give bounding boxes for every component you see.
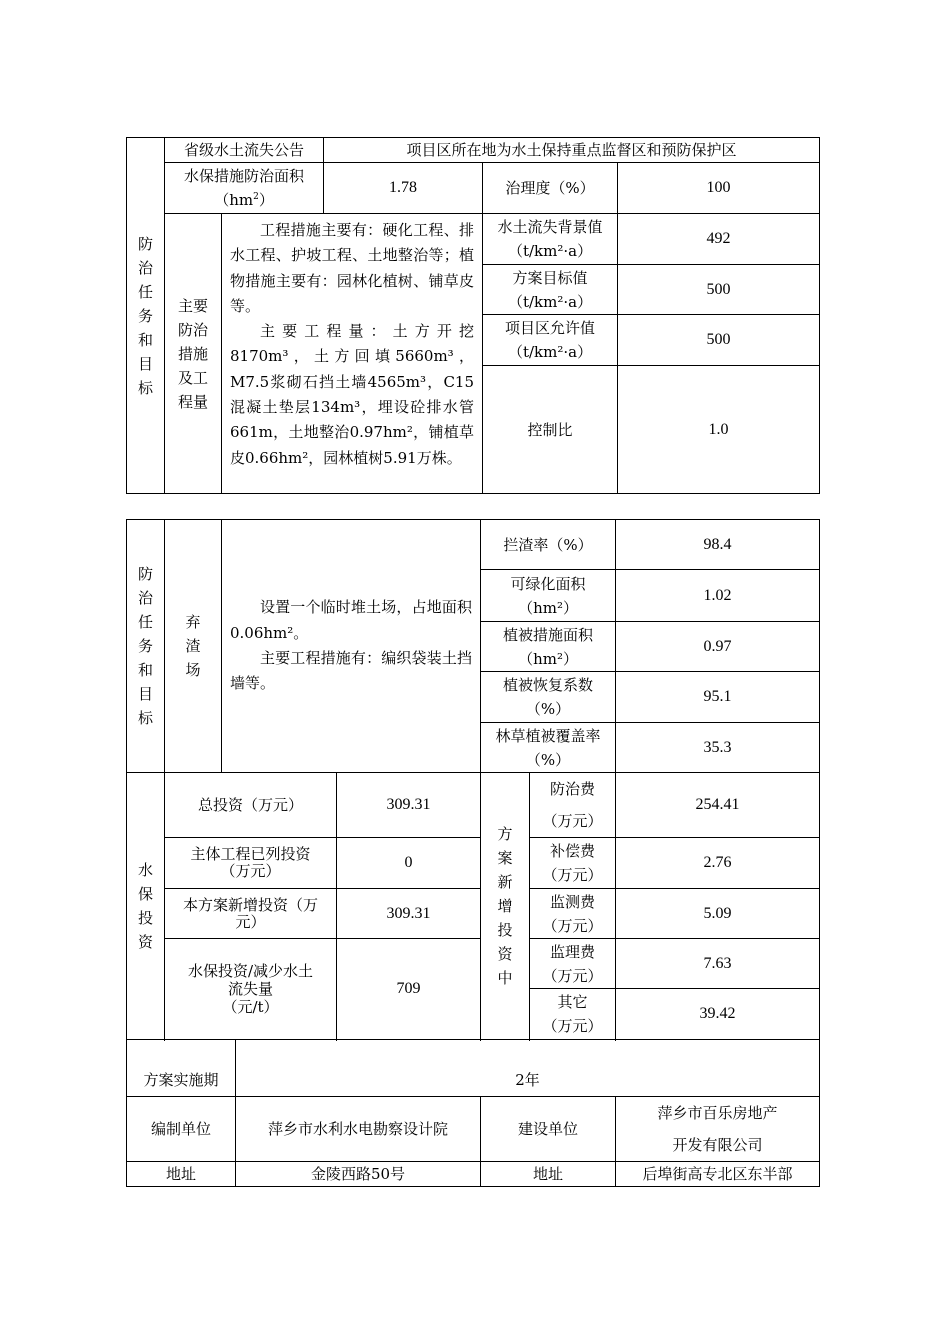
side-label: 防 治 任 务 和 目 标 <box>127 138 165 494</box>
builder-value: 萍乡市百乐房地产 开发有限公司 <box>616 1097 820 1162</box>
control-ratio-label: 控制比 <box>483 366 618 494</box>
supervision-fee-value: 7.63 <box>616 939 820 989</box>
compensation-fee-value: 2.76 <box>616 838 820 889</box>
prevention-fee-value: 254.41 <box>616 773 820 838</box>
control-ratio-value: 1.0 <box>618 366 820 494</box>
soil-loss-bulletin-label: 省级水土流失公告 <box>165 138 324 163</box>
address-label-2: 地址 <box>481 1162 616 1187</box>
slag-retention-label: 拦渣率（%） <box>481 520 616 570</box>
control-area-value: 1.78 <box>324 163 483 214</box>
other-fee-label: 其它 （万元） <box>530 989 616 1040</box>
compensation-fee-label: 补偿费 （万元） <box>530 838 616 889</box>
allowable-value-label: 项目区允许值 （t/km²·a） <box>483 315 618 366</box>
background-value-label: 水土流失背景值 （t/km²·a） <box>483 214 618 265</box>
soil-loss-bulletin-value: 项目区所在地为水土保持重点监督区和预防保护区 <box>324 138 820 163</box>
greenable-area-label: 可绿化面积 （hm²） <box>481 570 616 622</box>
measures-description: 工程措施主要有：硬化工程、排水工程、护坡工程、土地整治等；植物措施主要有：园林化植树、铺草皮等。 主要工程量：土方开挖8170m³，土方回填5660m³，M7.5浆砌石挡土墙4565m³，C15混凝土垫层134m³，埋设砼排水管661m，土地整治0.97hm²，铺植草皮0.66hm²，园林植树5.91万株。 <box>222 214 483 494</box>
prevention-table-1 <box>126 137 820 494</box>
main-project-investment-label: 主体工程已列投资 （万元） <box>165 838 337 889</box>
allowable-value: 500 <box>618 315 820 366</box>
builder-label: 建设单位 <box>481 1097 616 1162</box>
main-project-investment-value: 0 <box>337 838 481 889</box>
total-investment-value: 309.31 <box>337 773 481 838</box>
vegetation-coverage-value: 35.3 <box>616 723 820 773</box>
implementation-period-label: 方案实施期 <box>127 1040 236 1097</box>
address-value: 金陵西路50号 <box>236 1162 481 1187</box>
vegetation-area-value: 0.97 <box>616 622 820 672</box>
control-area-label: 水保措施防治面积 $(hm^2)$ <box>165 163 324 214</box>
target-value: 500 <box>618 265 820 315</box>
spoil-ground-label: 弃 渣 场 <box>165 520 222 773</box>
slag-retention-value: 98.4 <box>616 520 820 570</box>
prevention-table-2 <box>126 519 820 1187</box>
spoil-ground-description: 设置一个临时堆土场，占地面积0.06hm²。 主要工程措施有：编织袋装土挡墙等。 <box>222 520 481 773</box>
vegetation-recovery-label: 植被恢复系数 （%） <box>481 672 616 723</box>
supervision-fee-label: 监理费 （万元） <box>530 939 616 989</box>
new-investment-total-value: 309.31 <box>337 889 481 939</box>
vegetation-coverage-label: 林草植被覆盖率 （%） <box>481 723 616 773</box>
background-value: 492 <box>618 214 820 265</box>
governance-degree-value: 100 <box>618 163 820 214</box>
compiler-label: 编制单位 <box>127 1097 236 1162</box>
vegetation-area-label: 植被措施面积 （hm²） <box>481 622 616 672</box>
vegetation-recovery-value: 95.1 <box>616 672 820 723</box>
total-investment-label: 总投资（万元） <box>165 773 337 838</box>
greenable-area-value: 1.02 <box>616 570 820 622</box>
other-fee-value: 39.42 <box>616 989 820 1040</box>
investment-per-loss-label: 水保投资/减少水土 流失量 （元/t） <box>165 939 337 1040</box>
investment-side-label: 水 保 投 资 <box>127 773 165 1040</box>
address-value-2: 后埠街高专北区东半部 <box>616 1162 820 1187</box>
compiler-value: 萍乡市水利水电勘察设计院 <box>236 1097 481 1162</box>
governance-degree-label: 治理度（%） <box>483 163 618 214</box>
new-investment-total-label: 本方案新增投资（万 元） <box>165 889 337 939</box>
side-label-2: 防 治 任 务 和 目 标 <box>127 520 165 773</box>
measures-label: 主要 防治 措施 及工 程量 <box>165 214 222 494</box>
address-label: 地址 <box>127 1162 236 1187</box>
monitoring-fee-value: 5.09 <box>616 889 820 939</box>
prevention-fee-label: 防治费 （万元） <box>530 773 616 838</box>
new-investment-label: 方 案 新 增 投 资 中 <box>481 773 530 1040</box>
investment-per-loss-value: 709 <box>337 939 481 1040</box>
implementation-period-value: 2年 <box>236 1040 820 1097</box>
monitoring-fee-label: 监测费 （万元） <box>530 889 616 939</box>
target-value-label: 方案目标值 （t/km²·a） <box>483 265 618 315</box>
